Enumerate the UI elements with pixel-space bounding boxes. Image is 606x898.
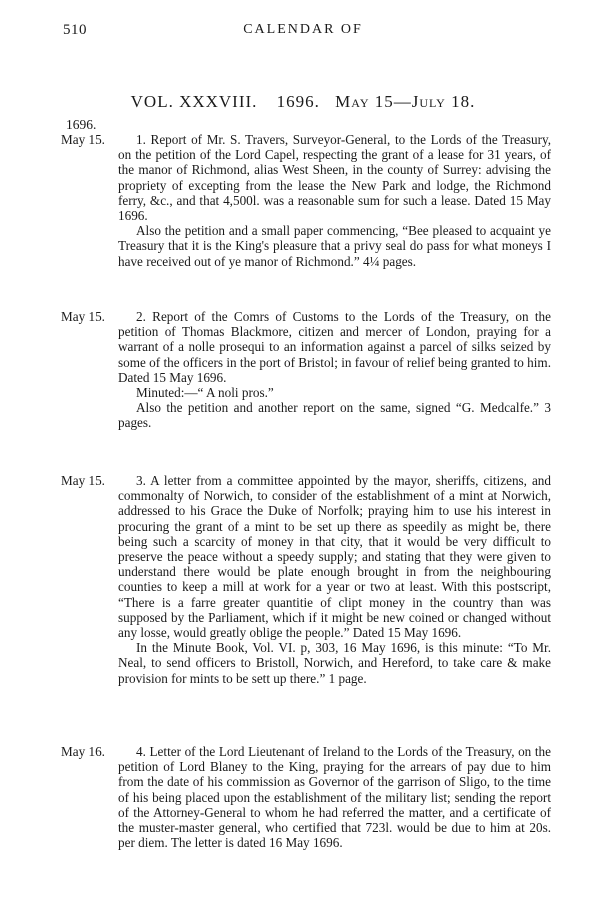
entry-2 — [61, 309, 551, 431]
entry-paragraph: Also the petition and another report on the same, signed “G. Medcalfe.” 3 pages. — [118, 400, 551, 431]
entry-paragraph: Minuted:—“ A noli pros.” — [136, 385, 274, 401]
entry-4 — [61, 744, 551, 850]
volume-year: 1696. — [276, 92, 320, 111]
volume-heading — [0, 92, 606, 112]
entry-paragraph: 2. Report of the Comrs of Customs to the Lords of the Treasury, on the petition of Thomas Blackmore, citizen and mercer of London, praying for a warrant of a nolle prosequi to an information against a parcel of silks seized by some of the officers in the port of Bristol; in favour of relief being granted to him. Dated 15 May 1696. — [118, 309, 551, 385]
volume-number: VOL. XXXVIII. — [130, 92, 258, 111]
entry-paragraph: 1. Report of Mr. S. Travers, Surveyor-General, to the Lords of the Treasury, on the petition of the Lord Capel, respecting the grant of a lease for 31 years, of the manor of Richmond, alias West Sheen, in the county of Surrey: advising the propriety of excepting from the lease the New Park and lodge, the Richmond ferry, &c., and that 4,500l. was a reasonable sum for such a lease. Dated 15 May 1696. — [118, 132, 551, 224]
entry-date: May 15. — [61, 132, 105, 147]
volume-dates: May 15—July 18. — [335, 92, 476, 111]
entry-1 — [61, 132, 551, 269]
page-number: 510 — [63, 22, 87, 38]
entry-paragraph: In the Minute Book, Vol. VI. p, 303, 16 May 1696, is this minute: “To Mr. Neal, to send officers to Bristoll, Norwich, and Hereford, to take care & make provision for mints to be sett up there.” 1 page. — [118, 640, 551, 686]
year-label: 1696. — [66, 117, 97, 132]
entry-date: May 15. — [61, 309, 105, 324]
entry-date: May 16. — [61, 744, 105, 759]
running-title: CALENDAR OF — [243, 22, 363, 37]
entry-date: May 15. — [61, 473, 105, 488]
entry-paragraph: 4. Letter of the Lord Lieutenant of Ireland to the Lords of the Treasury, on the petition of Lord Blaney to the King, praying for the arrears of pay due to him from the date of his commission as Governor of the garrison of Sligo, to the time of his being placed upon the establishment of the military list; sending the report of the Attorney-General to whom he had referred the matter, and a certificate of the muster-master general, who certified that 723l. would be due to him at 20s. per diem. The letter is dated 16 May 1696. — [118, 744, 551, 851]
entry-3 — [61, 473, 551, 686]
entry-paragraph: 3. A letter from a committee appointed by the mayor, sheriffs, citizens, and commonalty of Norwich, to consider of the establishment of a mint at Norwich, addressed to his Grace the Duke of Norfolk; praying him to use his interest in procuring the grant of a mint to be set up there as speedily as might be, there being such a scarcity of money in that city, that it would be very difficult to preserve the peace without a speedy supply; and stating that they were given to understand there would be plate enough brought in from the neighbouring counties to keep a mill at work for a year or two at least. With this postscript, “There is a farre greater quantitie of clipt money in the country than was supposed by the Parliament, which if it might be new coined or changed without any losse, would greatly oblige the people.” Dated 15 May 1696. — [118, 473, 551, 641]
entry-paragraph: Also the petition and a small paper commencing, “Bee pleased to acquaint ye Treasury that it is the King's pleasure that a privy seal do pass for what moneys I have received out of ye manor of Richmond.” 4¼ pages. — [118, 223, 551, 269]
